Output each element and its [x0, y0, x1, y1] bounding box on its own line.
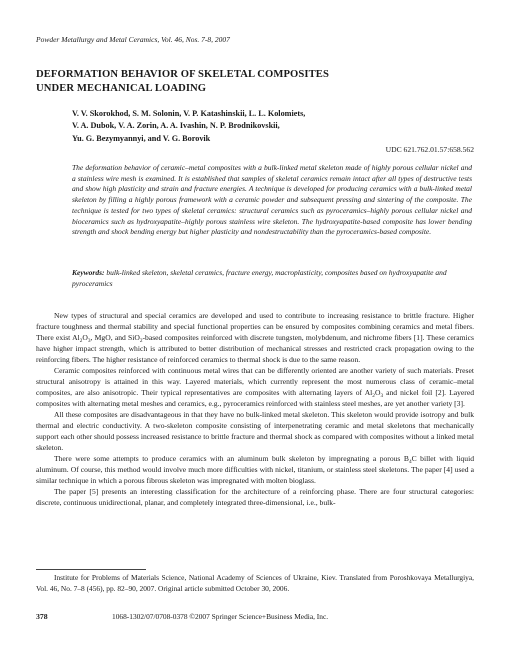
article-title — [36, 68, 466, 96]
keywords-label: Keywords: — [72, 268, 105, 277]
authors-line-2: V. A. Dubok, V. A. Zorin, A. A. Ivashin, N. P. Brodnikovskii, — [72, 121, 280, 131]
authors-line-1: V. V. Skorokhod, S. M. Solonin, V. P. Katashinskii, L. L. Kolomiets, — [72, 109, 306, 118]
affiliation-footnote: Institute for Problems of Materials Science, National Academy of Sciences of Ukraine, Kiev. Translated from Poroshkovaya Metallurgiya, Vol. 46, No. 7–8 (456), pp. 82–90, 2007. Original article submitted October 30, 2006. — [36, 573, 474, 593]
abstract: The deformation behavior of ceramic–metal composites with a bulk-linked metal skeleton made of highly porous cellular nickel and a stainless wire mesh is examined. It is established that samples of skeletal ceramics remain intact after all types of destructive tests and show high plasticity and strain and fracture energies. A technique is developed for producing ceramics with a bulk-linked metal skeleton by filling a highly porous framework with a ceramic powder and subsequent pressing and sintering of the composite. The technique is tested for two types of skeletal ceramics: structural ceramics such as pyroceramics–highly porous cellular nickel and bioceramics such as hydroxyapatite–highly porous stainless wire skeleton. The hydroxyapatite-based composite has lower bending strength and shock bending energy but higher plasticity and nondestructability than the pyroceramics-based composite. — [72, 163, 472, 237]
title-line-2: UNDER MECHANICAL LOADING — [36, 83, 207, 94]
body-paragraph-5: The paper [5] presents an interesting classification for the architecture of a reinforcing phase. There are four structural categories: discrete, continuous unidirectional, planar, and completely integrated three-dimensional, i.e., bulk- — [36, 487, 474, 507]
journal-header: Powder Metallurgy and Metal Ceramics, Vol. 46, Nos. 7-8, 2007 — [36, 35, 230, 44]
title-line-1: DEFORMATION BEHAVIOR OF SKELETAL COMPOSITES — [36, 69, 329, 80]
keywords — [72, 268, 472, 289]
page-number: 378 — [36, 612, 48, 621]
copyright-line: 1068-1302/07/0708-0378 ©2007 Springer Science+Business Media, Inc. — [112, 612, 329, 621]
body-paragraph-2: Ceramic composites reinforced with continuous metal wires that can be differently oriented are another variety of such materials. Preset structural anisotropy is attained in this way. Layered materials, which currently represent the most numerous class of ceramic–metal composites, are also anisotropic. Their typical representatives are composites with alternating layers of $Al_2O_3$ and nickel foil [2]. Layered composites with alternating metal meshes and ceramics, e.g., pyroceramics reinforced with stainless steel meshes, are yet another variety [3]. — [36, 366, 474, 408]
body-paragraph-4: There were some attempts to produce ceramics with an aluminum bulk skeleton by impregnating a porous $B_4C$ billet with liquid aluminum. Of course, this method would involve much more difficulties with nickel, titanium, or stainless steel skeletons. The paper [4] used a similar technique in which a porous fibrous skeleton was impregnated with molten bioglass. — [36, 454, 474, 485]
udc-code: UDC 621.762.01.57:658.562 — [385, 145, 474, 154]
body-text — [36, 310, 474, 508]
body-paragraph-3: All these composites are disadvantageous in that they have no bulk-linked metal skeleton. This skeleton would provide isotropy and bulk thermal and electric conductivity. A two-skeleton composite consisting of interpenetrating ceramic and metal skeletons that mechanically support each other should possess increased resistance to brittle fracture and thermal shock as compared with composites without a linked metal skeleton. — [36, 410, 474, 452]
keywords-text: bulk-linked skeleton, skeletal ceramics, fracture energy, macroplasticity, composites based on hydroxyapatite and pyroceramics — [72, 268, 447, 288]
footnote-divider — [36, 569, 146, 570]
author-list — [72, 108, 472, 145]
authors-line-3: Yu. G. Bezymyannyi, and V. G. Borovik — [72, 133, 211, 143]
body-paragraph-1: New types of structural and special ceramics are developed and used to contribute to increasing resistance to brittle fracture. Higher fracture toughness and thermal stability and special functional properties can be ensured by composites combining ceramics and metal fibers. There exist $Al_2O_3$, MgO, and SiO$_2$-based composites reinforced with discrete tungsten, molybdenum, and nichrome fibers [1]. These ceramics have higher impact strength, which is attributed to better distribution of mechanical stresses and restricted crack propagation owing to the reinforcing fibers. The higher resistance of reinforced ceramics to thermal shock is due to the same reason. — [36, 311, 474, 364]
